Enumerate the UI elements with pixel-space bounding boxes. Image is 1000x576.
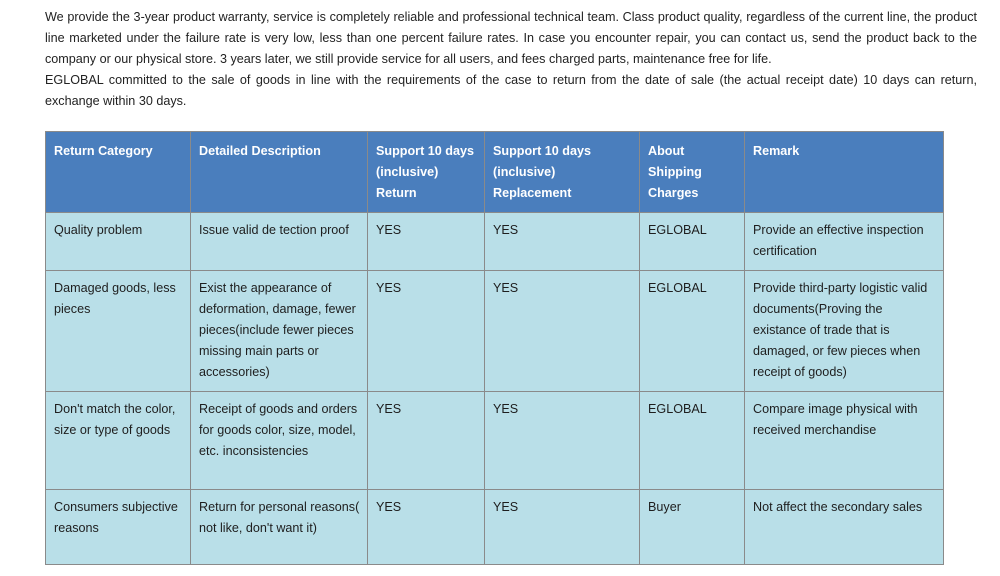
table-row: [46, 271, 944, 392]
cell-shipping: EGLOBAL: [640, 271, 745, 392]
table-header-row: [46, 132, 944, 213]
return-policy-paragraph: EGLOBAL committed to the sale of goods in line with the requirements of the case to return from the date of sale (the actual receipt date) 10 days can return, exchange within 30 days.: [45, 73, 977, 108]
cell-remark: Provide third-party logistic valid documents(Proving the existance of trade that is damaged, or few pieces when receipt of goods): [745, 271, 944, 392]
cell-description: Return for personal reasons( not like, don't want it): [191, 490, 368, 565]
table-row: [46, 490, 944, 565]
header-return-category: Return Category: [46, 132, 191, 213]
header-detailed-description: Detailed Description: [191, 132, 368, 213]
cell-return: YES: [368, 271, 485, 392]
cell-description: Receipt of goods and orders for goods color, size, model, etc. inconsistencies: [191, 392, 368, 490]
cell-replacement: YES: [485, 490, 640, 565]
cell-replacement: YES: [485, 213, 640, 271]
cell-remark: Not affect the secondary sales: [745, 490, 944, 565]
warranty-intro: [45, 7, 977, 112]
cell-shipping: Buyer: [640, 490, 745, 565]
header-support-replacement: Support 10 days (inclusive) Replacement: [485, 132, 640, 213]
cell-description: Exist the appearance of deformation, damage, fewer pieces(include fewer pieces missing main parts or accessories): [191, 271, 368, 392]
cell-shipping: EGLOBAL: [640, 213, 745, 271]
cell-category: Damaged goods, less pieces: [46, 271, 191, 392]
cell-return: YES: [368, 490, 485, 565]
return-policy-table: [45, 131, 944, 565]
cell-replacement: YES: [485, 392, 640, 490]
cell-remark: Compare image physical with received merchandise: [745, 392, 944, 490]
cell-replacement: YES: [485, 271, 640, 392]
header-remark: Remark: [745, 132, 944, 213]
cell-category: Quality problem: [46, 213, 191, 271]
table-row: [46, 213, 944, 271]
warranty-paragraph: We provide the 3-year product warranty, service is completely reliable and professional technical team. Class product quality, regardless of the current line, the product line marketed under the failure rate is very low, less than one percent failure rates. In case you encounter repair, you can contact us, send the product back to the company or our physical store. 3 years later, we still provide service for all users, and fees charged parts, maintenance free for life.: [45, 10, 977, 66]
cell-category: Don't match the color, size or type of goods: [46, 392, 191, 490]
cell-return: YES: [368, 392, 485, 490]
cell-category: Consumers subjective reasons: [46, 490, 191, 565]
table-row: [46, 392, 944, 490]
header-shipping-charges: About Shipping Charges: [640, 132, 745, 213]
cell-description: Issue valid de tection proof: [191, 213, 368, 271]
cell-remark: Provide an effective inspection certification: [745, 213, 944, 271]
cell-shipping: EGLOBAL: [640, 392, 745, 490]
header-support-return: Support 10 days (inclusive) Return: [368, 132, 485, 213]
cell-return: YES: [368, 213, 485, 271]
